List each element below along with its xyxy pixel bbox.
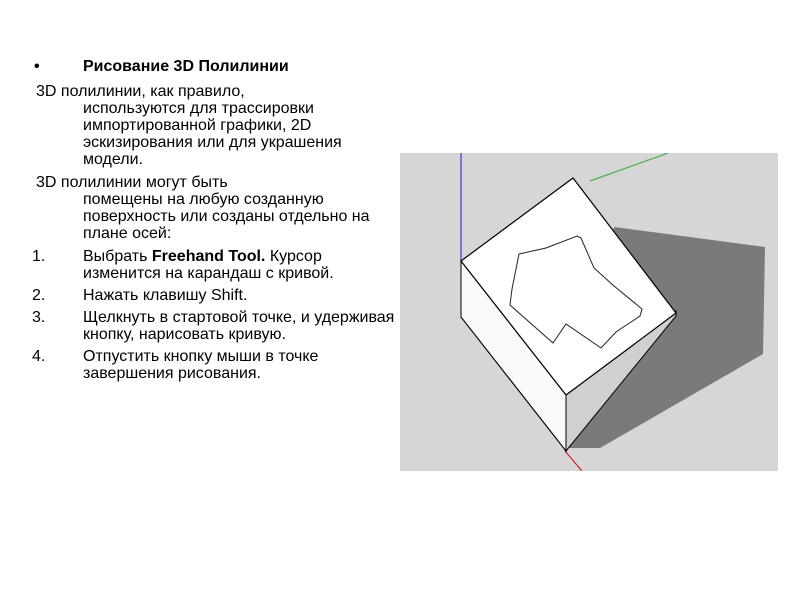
heading-row [0, 58, 400, 75]
bullet-marker: • [34, 58, 40, 75]
red-axis [565, 451, 582, 471]
tool-name: Freehand Tool. [151, 248, 266, 265]
step-number: 1. [32, 248, 46, 265]
step-number: 3. [32, 309, 46, 326]
step-number: 2. [32, 287, 46, 304]
sketchup-illustration [400, 153, 778, 471]
step-2 [0, 287, 400, 304]
text-content [0, 58, 400, 387]
step-1 [0, 248, 400, 282]
paragraph-2 [0, 174, 400, 242]
step-4 [0, 348, 400, 382]
step-3 [0, 309, 400, 343]
step-text: Отпустить кнопку мыши в точке завершения рисования. [83, 348, 319, 382]
heading-text: Рисование 3D Полилинии [83, 58, 289, 75]
box-drawing [400, 153, 778, 471]
step-text: Выбрать [83, 248, 152, 265]
step-text: Нажать клавишу Shift. [83, 287, 248, 304]
step-text: Щелкнуть в стартовой точке, и удерживая кнопку, нарисовать кривую. [83, 309, 395, 343]
step-number: 4. [32, 348, 46, 365]
green-axis [590, 153, 668, 181]
paragraph-2-text: помещены на любую созданную поверхность или созданы отдельно на плане осей: [83, 191, 370, 242]
step-text-continued: Курсор изменится на карандаш с кривой. [83, 248, 334, 282]
paragraph-2-lead: 3D полилинии могут быть [36, 174, 228, 191]
paragraph-1-text: используются для трассировки импортированной графики, 2D эскизирования или для украшения модели. [83, 100, 342, 168]
paragraph-1-lead: 3D полилинии, как правило, [36, 83, 245, 100]
paragraph-1 [0, 83, 400, 168]
